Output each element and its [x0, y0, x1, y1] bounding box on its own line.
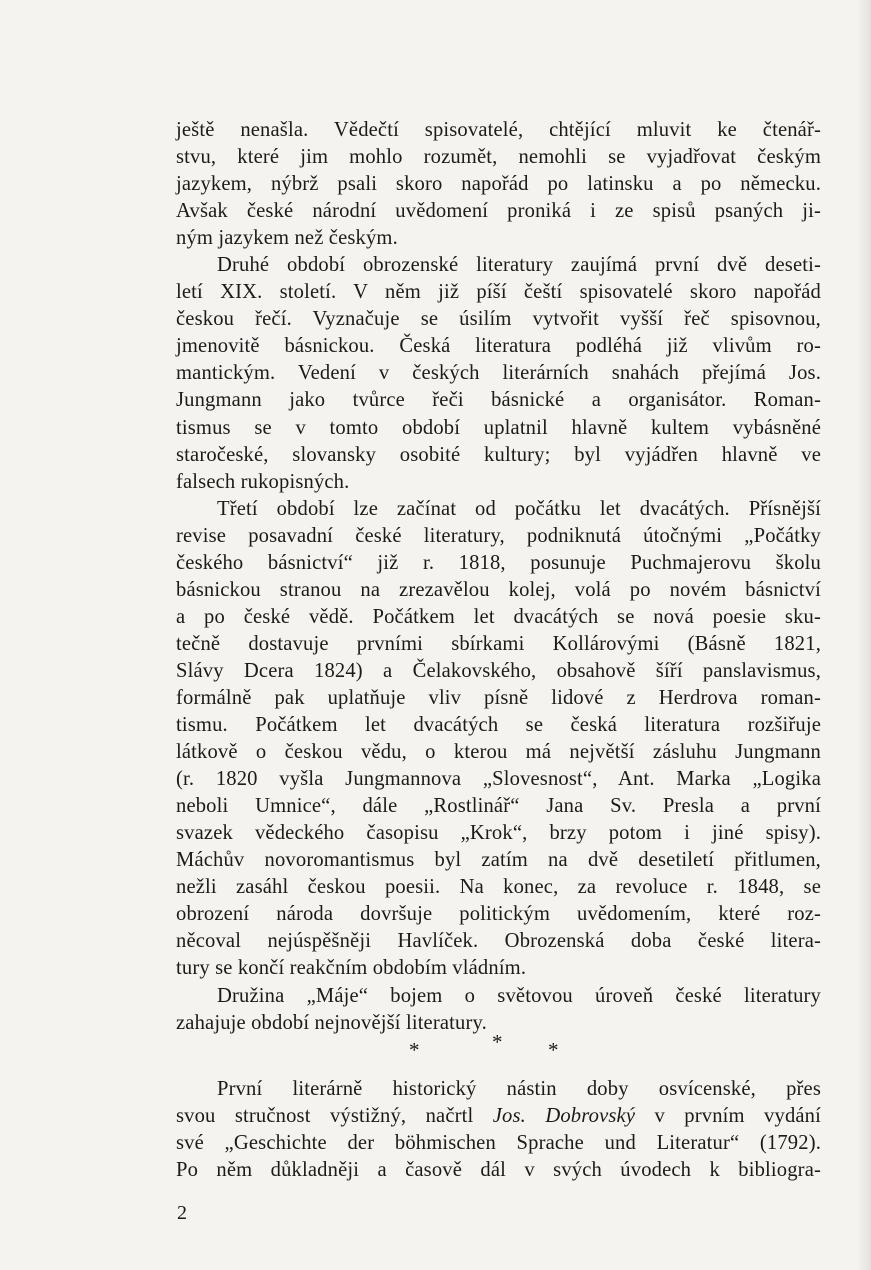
text-line: své „Geschichte der böhmischen Sprache und Literatur“ (1792). — [176, 1132, 821, 1155]
text-line: revise posavadní české literatury, podniknutá útočnými „Počátky — [176, 524, 821, 547]
author-name: Jos. Dobrovský — [492, 1105, 636, 1128]
text-fragment: svou stručnost výstižný, načrtl — [176, 1105, 493, 1128]
text-line: básnickou stranou na zrezavělou kolej, volá po novém básnictví — [176, 578, 821, 601]
text-line: Jungmann jako tvůrce řeči básnické a organisátor. Roman- — [176, 389, 821, 412]
text-line: letí XIX. století. V něm již píší čeští spisovatelé skoro napořád — [176, 281, 821, 304]
text-line: jmenovitě básnickou. Česká literatura podléhá již vlivům ro- — [176, 335, 821, 358]
text-line: neboli Umnice“, dále „Rostlinář“ Jana Sv. Presla a první — [176, 795, 821, 818]
text-line: jazykem, nýbrž psali skoro napořád po latinsku a po německu. — [176, 173, 821, 196]
text-line: Slávy Dcera 1824) a Čelakovského, obsahově šíří panslavismus, — [176, 659, 821, 682]
text-line: Avšak české národní uvědomení proniká i ze spisů psaných ji- — [176, 200, 821, 223]
text-line: a po české vědě. Počátkem let dvacátých se nová poesie sku- — [176, 605, 821, 628]
text-line: ným jazykem než českým. — [176, 227, 398, 250]
text-fragment: v prvním vydání — [635, 1105, 822, 1128]
text-line: falsech rukopisných. — [176, 470, 350, 493]
text-line: Družina „Máje“ bojem o světovou úroveň české literatury — [217, 984, 821, 1007]
text-line: českou řečí. Vyznačuje se úsilím vytvořit vyšší řeč spisovnou, — [176, 308, 821, 331]
text-line: látkově o českou vědu, o kterou má největší zásluhu Jungmann — [176, 741, 821, 764]
page-number: 2 — [177, 1202, 187, 1224]
separator-asterisk-right: * — [548, 1038, 559, 1062]
text-line: staročeské, slovansky osobité kultury; byl vyjádřen hlavně ve — [176, 443, 821, 466]
text-line: Třetí období lze začínat od počátku let dvacátých. Přísnější — [217, 497, 821, 520]
text-line: tismu. Počátkem let dvacátých se česká literatura rozšiřuje — [176, 714, 821, 737]
text-line: tečně dostavuje prvními sbírkami Kollárovými (Básně 1821, — [176, 632, 821, 655]
text-line: formálně pak uplatňuje vliv písně lidové z Herdrova roman- — [176, 686, 821, 709]
text-line: mantickým. Vedení v českých literárních snahách přejímá Jos. — [176, 362, 821, 385]
text-line: něcoval nejúspěšněji Havlíček. Obrozenská doba české litera- — [176, 930, 821, 953]
text-line — [176, 1103, 821, 1130]
separator-asterisk-middle: * — [492, 1030, 503, 1054]
text-line: (r. 1820 vyšla Jungmannova „Slovesnost“, Ant. Marka „Logika — [176, 768, 821, 791]
text-line: stvu, které jim mohlo rozumět, nemohli se vyjadřovat českým — [176, 146, 821, 169]
text-line: První literárně historický nástin doby osvícenské, přes — [217, 1078, 821, 1100]
closing-paragraph — [176, 1076, 821, 1184]
text-line: svazek vědeckého časopisu „Krok“, brzy potom i jiné spisy). — [176, 822, 821, 845]
main-text-block — [176, 117, 821, 1037]
text-line: Po něm důkladněji a časově dál v svých úvodech k bibliogra- — [176, 1159, 821, 1182]
text-line: Máchův novoromantismus byl zatím na dvě desetiletí přitlumen, — [176, 849, 821, 872]
text-line: nežli zasáhl českou poesii. Na konec, za revoluce r. 1848, se — [176, 876, 821, 899]
text-line: tury se končí reakčním obdobím vládním. — [176, 957, 527, 980]
separator-asterisk-left: * — [409, 1038, 420, 1062]
text-line: českého básnictví“ již r. 1818, posunuje Puchmajerovu školu — [176, 551, 821, 574]
text-line: ještě nenašla. Vědečtí spisovatelé, chtějící mluvit ke čtenář- — [176, 119, 821, 141]
text-line: tismus se v tomto období uplatnil hlavně kultem vybásněné — [176, 416, 821, 439]
text-line: zahajuje období nejnovější literatury. — [176, 1011, 487, 1034]
text-line: Druhé období obrozenské literatury zaujímá první dvě deseti- — [217, 254, 821, 277]
text-line: obrození národa dovršuje politickým uvědomením, které roz- — [176, 903, 821, 926]
